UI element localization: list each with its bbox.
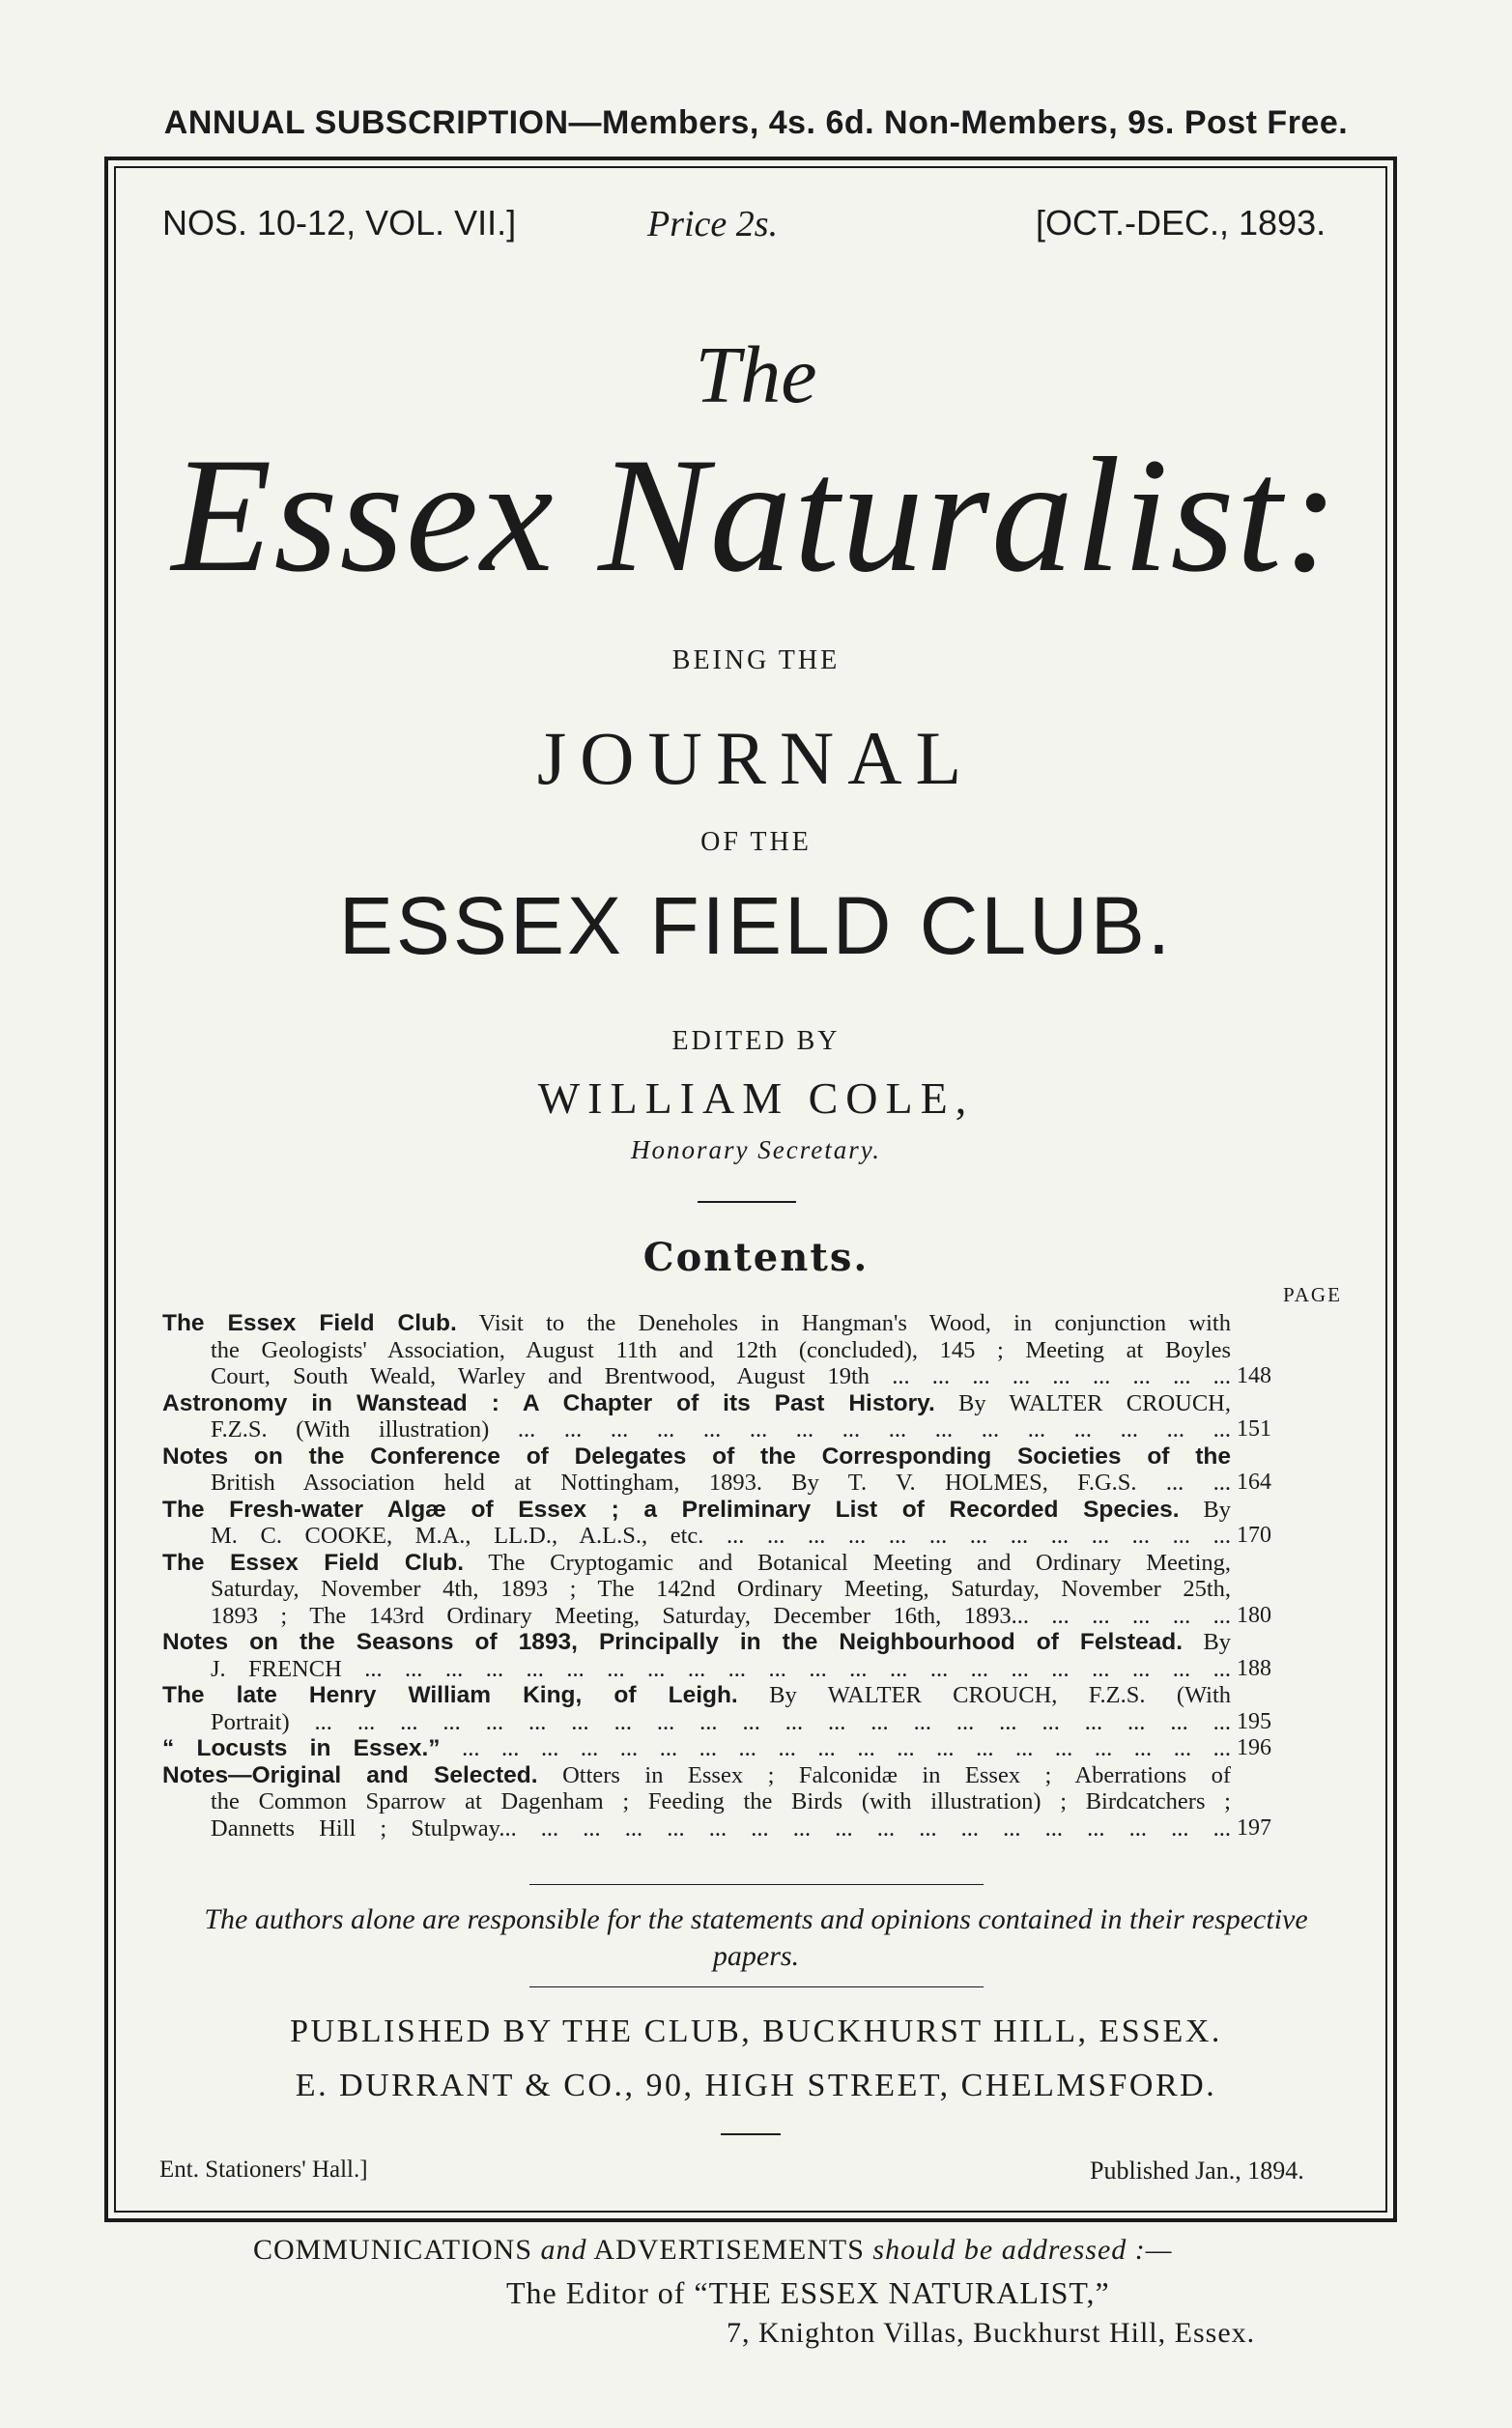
entry-text: The Cryptogamic and Botanical Meeting and Ordinary Meeting, — [464, 1549, 1231, 1576]
entry-text: By — [1179, 1496, 1232, 1523]
entry-title: “ Locusts in Essex.” — [162, 1735, 441, 1761]
contents-entry — [162, 1762, 1281, 1842]
entry-page: 195 — [1237, 1708, 1271, 1734]
entry-text: the Common Sparrow at Dagenham ; Feeding the Birds (with illustration) ; Birdcatchers ; — [211, 1788, 1231, 1814]
entry-page: 188 — [1237, 1655, 1271, 1681]
editor-name: WILLIAM COLE, — [537, 1073, 975, 1123]
being-the-label: BEING THE — [671, 645, 841, 675]
club-name: ESSEX FIELD CLUB. — [338, 880, 1174, 971]
street-address-line: 7, Knighton Villas, Buckhurst Hill, Essex. — [727, 2317, 1256, 2349]
entry-page: 148 — [1237, 1363, 1271, 1388]
contents-entry — [162, 1310, 1281, 1390]
advertisements-label: ADVERTISEMENTS — [593, 2234, 865, 2266]
printer-line: E. DURRANT & CO., 90, HIGH STREET, CHELMSFORD. — [295, 2068, 1217, 2103]
entry-page: 164 — [1237, 1470, 1271, 1495]
issue-numbers: NOS. 10-12, VOL. VII.] — [162, 203, 517, 243]
contents-entry — [162, 1550, 1281, 1630]
entry-text: British Association held at Nottingham, 1893. By T. V. HOLMES, F.G.S. ... ... — [211, 1470, 1231, 1496]
page-column-label: PAGE — [1283, 1283, 1342, 1306]
masthead-title: Essex Naturalist: — [171, 424, 1341, 606]
contents-heading: Contents. — [642, 1235, 870, 1280]
entry-page: 196 — [1237, 1735, 1271, 1760]
contents-entry — [162, 1682, 1281, 1735]
entry-title: The Essex Field Club. — [162, 1549, 465, 1576]
subscription-notice: ANNUAL SUBSCRIPTION—Members, 4s. 6d. Non-Members, 9s. Post Free. — [163, 104, 1349, 141]
contents-entry — [162, 1629, 1281, 1682]
editor-role: Honorary Secretary. — [631, 1135, 881, 1164]
disclaimer: The authors alone are responsible for the statements and opinions contained in their respective papers. — [204, 1903, 1308, 1972]
contents-entry — [162, 1735, 1281, 1762]
entry-page: 151 — [1237, 1416, 1271, 1442]
issue-date: [OCT.-DEC., 1893. — [1036, 203, 1327, 243]
entry-text: By WALTER CROUCH, — [934, 1389, 1232, 1416]
communications-and: and — [540, 2234, 587, 2266]
entry-title: Notes on the Conference of Delegates of the Corresponding Societies of the — [162, 1443, 1231, 1470]
entry-text: 1893 ; The 143rd Ordinary Meeting, Saturday, December 16th, 1893... ... ... ... ... ... — [211, 1602, 1231, 1629]
entry-text: J. FRENCH ... ... ... ... ... ... ... ... ... ... ... ... ... ... ... ... ... ... ... ... ... ... — [211, 1655, 1231, 1682]
entry-text: Court, South Weald, Warley and Brentwood, August 19th ... ... ... ... ... ... ... ... ... — [211, 1363, 1231, 1389]
entry-title: The late Henry William King, of Leigh. — [162, 1682, 738, 1708]
issue-price: Price 2s. — [647, 204, 779, 244]
entry-text: the Geologists' Association, August 11th and 12th (concluded), 145 ; Meeting at Boyles — [211, 1336, 1231, 1363]
title-article: The — [695, 330, 817, 420]
entry-text: Portrait) ... ... ... ... ... ... ... ... ... ... ... ... ... ... ... ... ... ... ... ... ... ... — [211, 1708, 1231, 1735]
divider — [721, 2133, 781, 2135]
communications-instruction: should be addressed :— — [872, 2234, 1173, 2266]
published-date: Published Jan., 1894. — [1090, 2157, 1304, 2185]
contents-entry — [162, 1497, 1281, 1550]
entry-text: Visit to the Deneholes in Hangman's Wood, in conjunction with — [456, 1310, 1231, 1336]
entry-title: Notes—Original and Selected. — [162, 1761, 538, 1788]
divider — [698, 1201, 796, 1203]
entry-page: 170 — [1237, 1523, 1271, 1548]
of-the-label: OF THE — [700, 827, 812, 857]
entry-title: Astronomy in Wanstead : A Chapter of its Past History. — [162, 1389, 935, 1416]
entry-text: By WALTER CROUCH, F.Z.S. (With — [737, 1682, 1232, 1708]
editor-address-line: The Editor of “THE ESSEX NATURALIST,” — [506, 2275, 1110, 2310]
divider — [529, 1986, 984, 1987]
entry-text: M. C. COOKE, M.A., LL.D., A.L.S., etc. ... ... ... ... ... ... ... ... ... ... ... ... ... — [211, 1523, 1231, 1549]
entry-text: Otters in Essex ; Falconidæ in Essex ; Aberrations of — [537, 1761, 1232, 1788]
entry-page: 197 — [1237, 1814, 1271, 1841]
entry-title: Notes on the Seasons of 1893, Principally in the Neighbourhood of Felstead. — [162, 1629, 1184, 1655]
communications-label: COMMUNICATIONS — [253, 2234, 533, 2266]
journal-label: JOURNAL — [536, 716, 976, 800]
entry-text: Saturday, November 4th, 1893 ; The 142nd Ordinary Meeting, Saturday, November 25th, — [211, 1576, 1231, 1602]
entry-title: The Essex Field Club. — [162, 1310, 457, 1336]
entry-text: F.Z.S. (With illustration) ... ... ... ... ... ... ... ... ... ... ... ... ... ... ... ... — [211, 1416, 1231, 1443]
entry-page: 180 — [1237, 1602, 1271, 1628]
divider — [529, 1884, 984, 1885]
contents-entry — [162, 1443, 1281, 1497]
entry-text: By — [1183, 1629, 1232, 1655]
edited-by-label: EDITED BY — [671, 1026, 841, 1056]
contents-list — [162, 1310, 1281, 1842]
entry-text: Dannetts Hill ; Stulpway... ... ... ... ... ... ... ... ... ... ... ... ... ... ... ... ... ... — [211, 1814, 1231, 1842]
entry-title: The Fresh-water Algæ of Essex ; a Preliminary List of Recorded Species. — [162, 1496, 1180, 1523]
publisher-line: PUBLISHED BY THE CLUB, BUCKHURST HILL, ESSEX. — [290, 2014, 1222, 2049]
contents-entry — [162, 1390, 1281, 1443]
stationers-hall-note: Ent. Stationers' Hall.] — [159, 2157, 368, 2183]
entry-text: ... ... ... ... ... ... ... ... ... ... ... ... ... ... ... ... ... ... ... ... — [440, 1735, 1231, 1761]
communications-line — [253, 2234, 1172, 2267]
